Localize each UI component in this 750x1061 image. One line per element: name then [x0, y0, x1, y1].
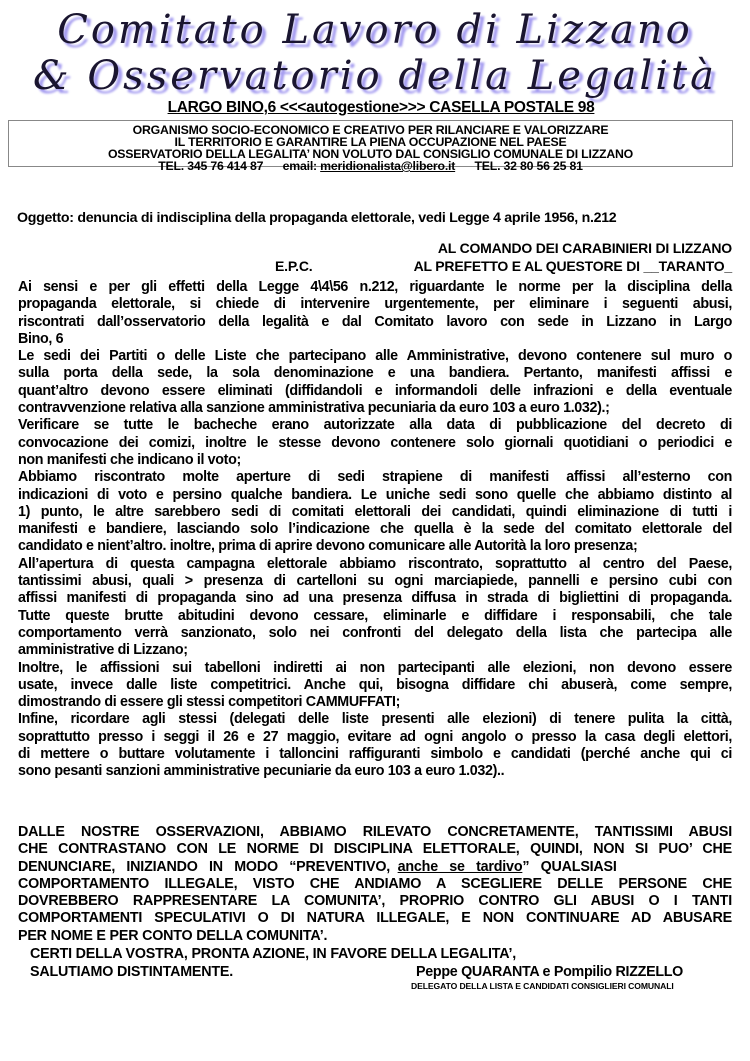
box-line: OSSERVATORIO DELLA LEGALITA’ NON VOLUTO DAL CONSIGLIO COMUNALE DI LIZZANO — [107, 147, 634, 161]
letterhead-info-box — [8, 120, 733, 173]
box-line: IL TERRITORIO E GARANTIRE LA PIENA OCCUPAZIONE NEL PAESE — [174, 135, 567, 149]
body-line: manifesti e bandiere, lasciando solo l’indicazione che quella è la sede del comitato elettorale del — [18, 521, 732, 538]
body-line: Inoltre, le affissioni sui tabelloni indiretti ai non partecipanti alle elezioni, non devono essere — [18, 659, 732, 676]
body-line: Bino, 6 — [18, 330, 64, 347]
email-label: email: — [282, 159, 317, 173]
body-line: sulla porta della sede, la sola denominazione e una bandiera. Pertanto, manifesti affissi e — [18, 365, 732, 382]
body-line: non manifesti che indicano il voto; — [18, 451, 241, 468]
body-line: dimostrando di essere gli stessi competitori CAMMUFFATI; — [18, 694, 401, 711]
body-line: indicazioni di voto e persino qualche bandiera. Le uniche sedi sono quelle che abbiamo distinto al — [18, 486, 732, 503]
body-line: propaganda elettorale, si chiede di intervenire urgentemente, per eliminare i seguenti abusi, — [18, 296, 732, 313]
recipient-cc — [275, 258, 732, 275]
closing-line — [18, 859, 732, 876]
body-line: tantissimi abusi, quali > presenza di cartelloni su ogni marciapiede, pannelli e persino cubi con — [18, 573, 732, 590]
closing-line-part: ” QUALSIASI — [522, 858, 617, 875]
letter-body — [18, 279, 732, 781]
body-line: riscontrati dall’osservatorio della legalità e dal Comitato lavoro con sede in Lizzano in Largo — [18, 313, 732, 330]
body-line: sono pesanti sanzioni amministrative pecuniarie da euro 103 a euro 1.032).. — [18, 763, 505, 780]
body-line: usate, invece dalle liste competitrici. Anche qui, bisogna diffidare chi abuserà, come sempre, — [18, 676, 732, 693]
closing-line: COMPORTAMENTO ILLEGALE, VISTO CHE ANDIAMO A SCEGLIERE DELLE PERSONE CHE — [18, 875, 732, 892]
closing-line: COMPORTAMENTI SPECULATIVI O DI NATURA ILLEGALE, E NON CONTINUARE AD ABUSARE — [18, 910, 732, 927]
body-line: Tutte queste brutte abitudini devono cessare, eliminarle e diffidare i responsabili, che tale — [18, 607, 732, 624]
body-line: 1) punto, le altre sarebbero sedi di comitati elettorali dei candidati, quindi eliminazione di tutti i — [18, 503, 732, 520]
closing-line: DOVREBBERO RAPPRESENTARE LA COMUNITA’, PROPRIO CONTRO GLI ABUSI O I TANTI — [18, 893, 732, 910]
letterhead-title-line1: Comitato Lavoro di Lizzano — [57, 7, 693, 53]
body-line: All’apertura di questa campagna elettorale abbiamo riscontrato, soprattutto al centro del Paese, — [18, 555, 732, 572]
contact-line — [9, 160, 732, 172]
body-line: convocazione dei comizi, inoltre le stesse devono contenere solo giornali quotidiani o periodici e — [18, 434, 732, 451]
body-line: quant’altro devono essere eliminati (diffidandoli e informandoli delle infrazioni e della eventuale — [18, 382, 732, 399]
closing-line-part: DENUNCIARE, INIZIANDO IN MODO “PREVENTIVO, — [18, 858, 398, 875]
body-line: Le sedi dei Partiti o delle Liste che partecipano alle Amministrative, devono contenere sul muro o — [18, 348, 732, 365]
subject-line: Oggetto: denuncia di indisciplina della propaganda elettorale, vedi Legge 4 aprile 1956, n.212 — [17, 210, 617, 226]
closing-line: PER NOME E PER CONTO DELLA COMUNITA’. — [18, 927, 328, 944]
greeting-line: SALUTIAMO DISTINTAMENTE. — [30, 963, 234, 980]
closing-line: CHE CONTRASTANO CON LE NORME DI DISCIPLINA ELETTORALE, QUINDI, NON SI PUO’ CHE — [18, 841, 732, 858]
closing-underlined-text: anche se tardivo — [397, 858, 523, 875]
body-line: soprattutto presso i seggi il 26 e 27 maggio, evitare ad ogni angolo o presso la casa degli elettori, — [18, 728, 732, 745]
email-link[interactable]: meridionalista@libero.it — [320, 159, 456, 173]
body-line: Ai sensi e per gli effetti della Legge 4\4\56 n.212, riguardante le norme per la disciplina della — [18, 279, 732, 295]
closing-block — [18, 824, 732, 945]
body-line: contravvenzione relativa alla sanzione amministrativa pecuniaria da euro 103 a euro 1.032).; — [18, 400, 610, 417]
body-line: Verificare se tutte le bacheche erano autorizzate alla data di pubblicazione del decreto di — [18, 417, 732, 434]
epc-label: E.P.C. — [275, 258, 313, 274]
body-line: Infine, ricordare agli stessi (delegati delle liste presenti alle elezioni) di tenere pulita la città, — [18, 711, 732, 728]
recipient-cc-text: AL PREFETTO E AL QUESTORE DI __TARANTO_ — [413, 258, 732, 274]
closing-line: DALLE NOSTRE OSSERVAZIONI, ABBIAMO RILEVATO CONCRETAMENTE, TANTISSIMI ABUSI — [18, 824, 732, 840]
recipient-main: AL COMANDO DEI CARABINIERI DI LIZZANO — [437, 240, 732, 256]
signature-names: Peppe QUARANTA e Pompilio RIZZELLO — [416, 964, 684, 980]
letterhead-address: LARGO BINO,6 <<<autogestione>>> CASELLA POSTALE 98 — [167, 99, 595, 116]
phone-2: TEL. 32 80 56 25 81 — [474, 159, 583, 173]
letterhead-title-line2: & Osservatorio della Legalità — [33, 53, 717, 99]
phone-1: TEL. 345 76 414 87 — [158, 159, 264, 173]
greeting-line: CERTI DELLA VOSTRA, PRONTA AZIONE, IN FAVORE DELLA LEGALITA’, — [30, 946, 517, 962]
body-line: di mettere o buttare volutamente i talloncini raffiguranti simbolo e candidati (perché anche qui ci — [18, 746, 732, 763]
signature-role: DELEGATO DELLA LISTA E CANDIDATI CONSIGLIERI COMUNALI — [411, 981, 674, 991]
body-line: affissi manifesti di propaganda sino ad una presenza diffusa in strada di bigliettini di propaganda. — [18, 590, 732, 607]
body-line: amministrative di Lizzano; — [18, 642, 188, 659]
body-line: Abbiamo riscontrato molte aperture di sedi strapiene di manifesti affissi all’esterno con — [18, 469, 732, 486]
body-line: comportamento verrà sanzionato, solo nei confronti del delegato della lista che partecipa alle — [18, 624, 732, 641]
box-line: ORGANISMO SOCIO-ECONOMICO E CREATIVO PER RILANCIARE E VALORIZZARE — [132, 123, 609, 137]
body-line: candidato e nient’altro. inoltre, prima di aprire devono comunicare alle Autorità la loro presenza; — [18, 538, 638, 555]
